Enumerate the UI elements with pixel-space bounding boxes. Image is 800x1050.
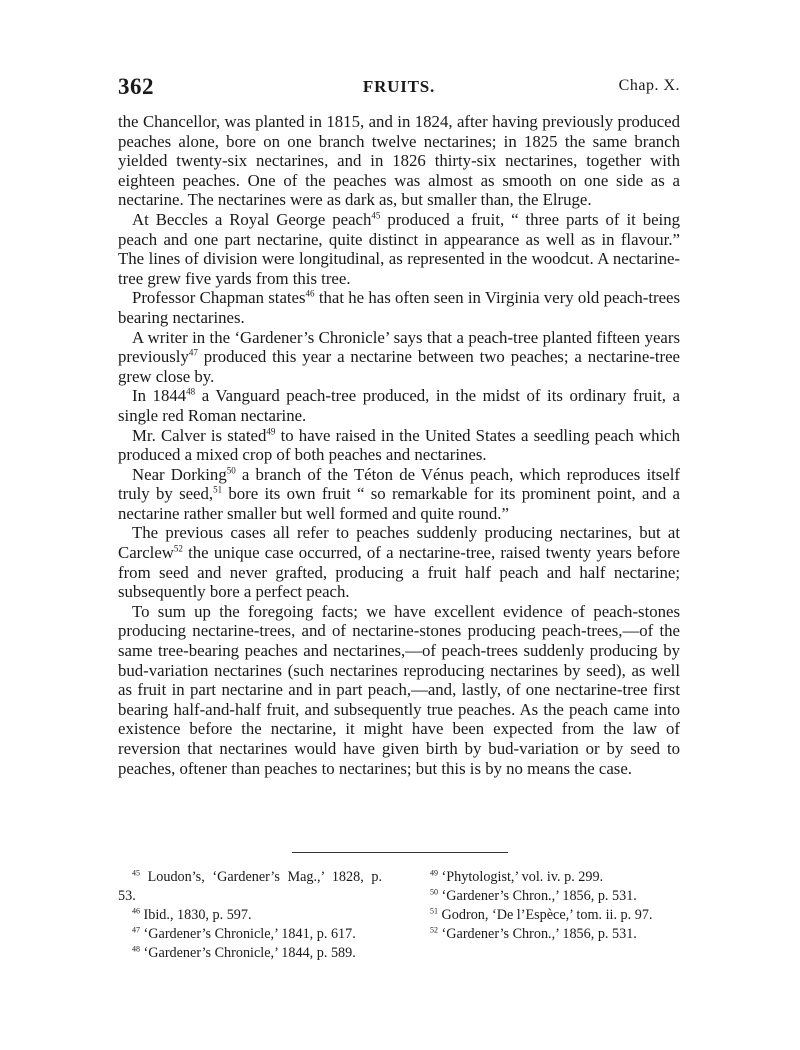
footnote-number: 49 — [430, 868, 438, 878]
footnote-text: ‘Phytologist,’ vol. iv. p. 299. — [441, 869, 604, 885]
footnote — [416, 925, 680, 944]
footnote-number: 52 — [430, 925, 438, 935]
paragraph — [118, 210, 680, 288]
footnote-number: 45 — [132, 868, 140, 878]
footnote-ref: 48 — [186, 386, 196, 397]
footnote-rule — [292, 852, 508, 853]
footnotes-right-column — [416, 868, 680, 944]
footnote-ref: 49 — [266, 425, 276, 436]
footnote — [416, 868, 680, 887]
paragraph-text: the Chancellor, was planted in 1815, and in 1824, after having previously produced peaches alone, bore on one branch twelve nectarines; in 1825 the same branch yielded twenty-six nectarines, and in 1826 thirty-six nectarines, together with eighteen peaches. One of the peaches was almost as smooth on one side as a nectarine. The nectarines were as dark as, but smaller than, the Elruge. — [118, 112, 680, 210]
paragraph-text: a Vanguard peach-tree produced, in the midst of its ordinary fruit, a single red Roman nectarine. — [118, 386, 680, 425]
footnote-text: Godron, ‘De l’Espèce,’ tom. ii. p. 97. — [441, 907, 653, 924]
paragraph-text: The previous cases all refer to peaches suddenly producing nectarines, but at Carclew — [118, 523, 680, 563]
paragraph-text: Near Dorking — [132, 464, 227, 484]
footnote-text: ‘Gardener’s Chron.,’ 1856, p. 531. — [441, 926, 637, 943]
footnote — [118, 906, 382, 925]
paragraph — [118, 465, 680, 524]
footnote-text: Loudon’s, ‘Gardener’s Mag.,’ 1828, p. 53. — [118, 869, 382, 904]
paragraph — [118, 288, 680, 327]
footnote-ref: 45 — [371, 210, 381, 221]
paragraph — [118, 523, 680, 601]
paragraph-text: the unique case occurred, of a nectarine-tree, raised twenty years before from seed and never grafted, producing a fruit half peach and half nectarine; subsequently bore a perfect peach. — [118, 543, 680, 602]
paragraph-text: to have raised in the United States a seedling peach which produced a mixed crop of both peaches and nectarines. — [118, 425, 680, 465]
paragraph — [118, 602, 680, 778]
paragraph-text: Professor Chapman states — [132, 288, 306, 308]
footnote-ref: 52 — [173, 543, 183, 554]
footnote-ref: 47 — [188, 347, 198, 358]
paragraph-text: that he has often seen in Virginia very old peach-trees bearing nectarines. — [118, 288, 680, 327]
footnote-text: Ibid., 1830, p. 597. — [143, 906, 252, 923]
paragraph-text: A writer in the ‘Gardener’s Chronicle’ says that a peach-tree planted fifteen years previously — [118, 327, 680, 367]
chapter-label: Chap. X. — [618, 77, 680, 94]
paragraph-text: In 1844 — [132, 386, 187, 406]
paragraph — [118, 426, 680, 465]
footnote-number: 46 — [132, 905, 140, 915]
page-number: 362 — [118, 74, 154, 99]
footnote-number: 48 — [132, 944, 140, 954]
page-header — [118, 74, 680, 104]
footnote — [118, 944, 382, 963]
footnote-number: 51 — [430, 906, 438, 916]
footnote — [416, 906, 680, 925]
running-head: FRUITS. — [362, 77, 436, 96]
paragraph — [118, 386, 680, 425]
footnotes-left-column — [118, 868, 382, 963]
paragraph — [118, 112, 680, 210]
footnote — [118, 925, 382, 944]
paragraph-text: At Beccles a Royal George peach — [132, 209, 372, 229]
footnote — [416, 887, 680, 906]
paragraph — [118, 328, 680, 387]
paragraph-text: Mr. Calver is stated — [132, 425, 267, 445]
paragraph-text: To sum up the foregoing facts; we have excellent evidence of peach-stones producing nectarine-trees, and of nectarine-stones producing peach-trees,—of the same tree-bearing peaches and nectarines,—of peach-trees suddenly producing by bud-variation nectarines (such nectarines reproducing nectarines by seed), as well as fruit in part nectarine and in part peach,—and, lastly, of one nectarine-tree first bearing half-and-half fruit, and subsequently true peaches. As the peach came into existence before the nectarine, it might have been expected from the law of reversion that nectarines would have given birth by bud-variation or by seed to peaches, oftener than peaches to nectarines; but this is by no means the case. — [118, 601, 680, 778]
footnote — [118, 868, 382, 905]
footnote-text: ‘Gardener’s Chronicle,’ 1844, p. 589. — [143, 944, 356, 961]
body-text — [118, 112, 680, 778]
footnote-number: 47 — [132, 925, 140, 935]
footnote-ref: 46 — [305, 288, 315, 299]
footnote-ref: 51 — [213, 484, 223, 495]
paragraph-text: produced a fruit, “ three parts of it being peach and one part nectarine, quite distinct in appearance as well as in flavour.” The lines of division were longitudinal, as represented in the woodcut. A nectarine-tree grew five yards from this tree. — [118, 209, 680, 288]
footnote-text: ‘Gardener’s Chron.,’ 1856, p. 531. — [441, 888, 637, 905]
footnote-number: 50 — [430, 887, 438, 897]
footnote-text: ‘Gardener’s Chronicle,’ 1841, p. 617. — [143, 925, 356, 942]
paragraph-text: bore its own fruit “ so remarkable for its prominent point, and a nectarine rather smaller but well formed and quite round.” — [118, 484, 680, 523]
paragraph-text: a branch of the Téton de Vénus peach, which reproduces itself truly by seed, — [118, 464, 680, 504]
footnote-ref: 50 — [226, 465, 236, 476]
paragraph-text: produced this year a nectarine between two peaches; a nectarine-tree grew close by. — [118, 347, 680, 386]
